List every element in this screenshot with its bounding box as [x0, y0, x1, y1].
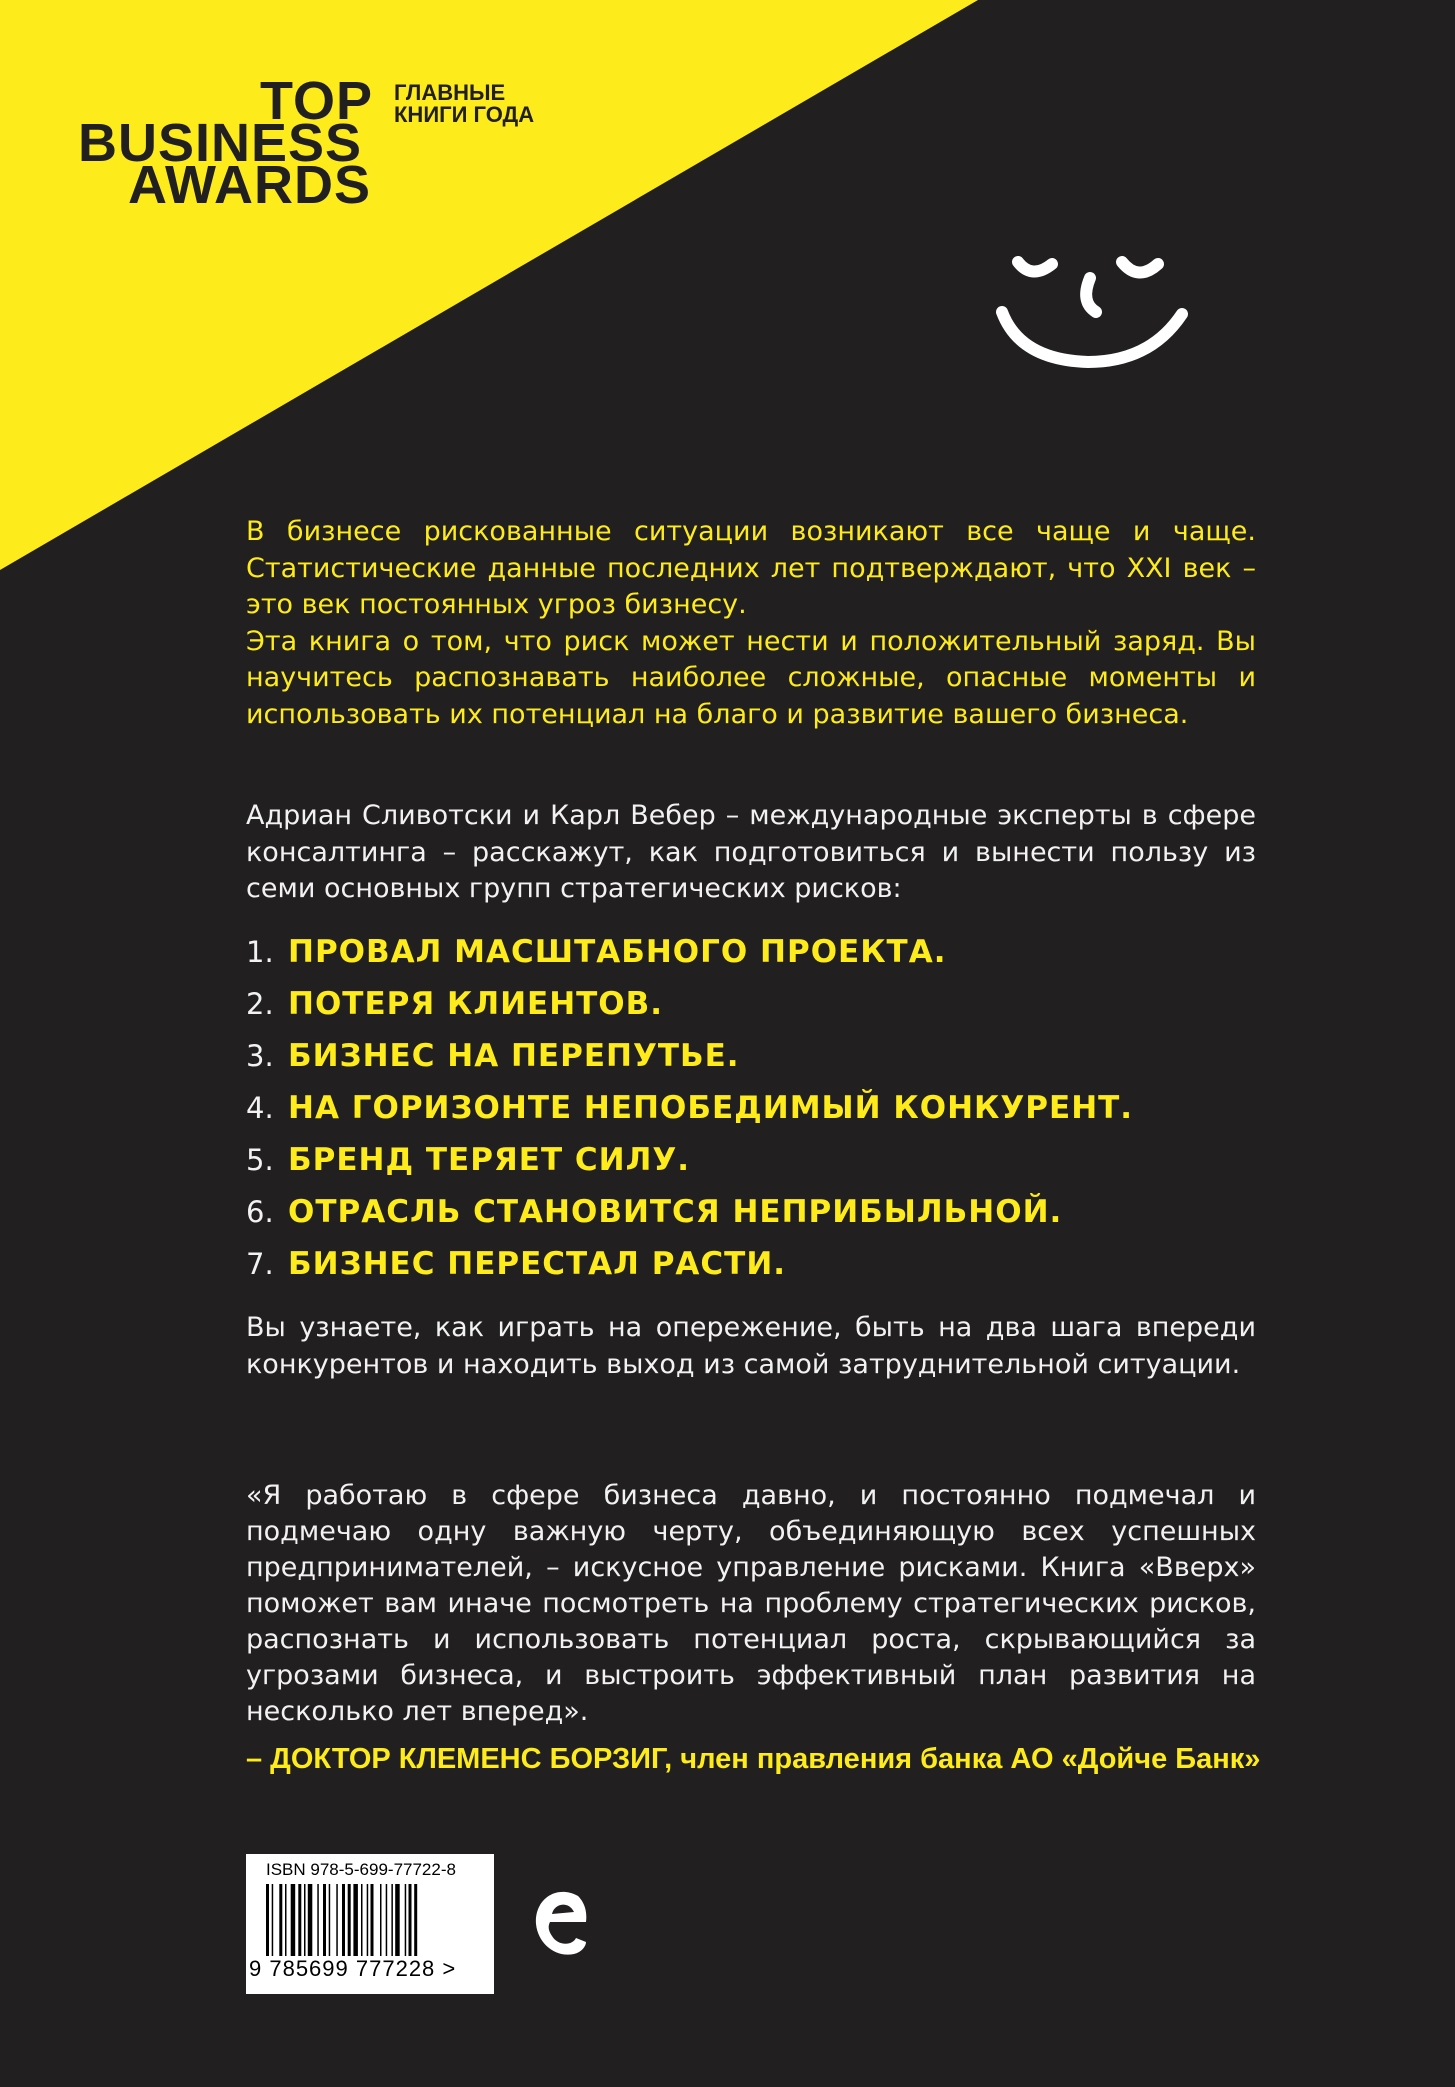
risk-list: [246, 926, 1296, 1290]
risk-number: 2.: [246, 987, 274, 1021]
isbn-barcode-block: [246, 1854, 494, 1994]
quote-attribution: – ДОКТОР КЛЕМЕНС БОРЗИГ, член правления банка АО «Дойче Банк»: [246, 1743, 1261, 1775]
award-line-business: BUSINESS: [78, 113, 363, 173]
risk-item: [246, 1238, 1296, 1290]
risk-item: [246, 1030, 1296, 1082]
award-line-awards: AWARDS: [128, 155, 372, 215]
intro-paragraph-2: Эта книга о том, что риск может нести и положительный заряд. Вы научитесь распознавать наиболее сложные, опасные моменты и использовать их потенциал на благо и развитие вашего бизнеса.: [246, 625, 1256, 730]
risk-number: 3.: [246, 1039, 274, 1073]
risk-item: [246, 1186, 1296, 1238]
award-line-top: TOP: [260, 71, 374, 131]
award-tagline-line1: ГЛАВНЫЕ: [394, 80, 506, 105]
risk-item: [246, 1134, 1296, 1186]
risk-number: 1.: [246, 935, 274, 969]
learn-paragraph: Вы узнаете, как играть на опережение, быть на два шага впереди конкурентов и находить выход из самой затруднительной ситуации.: [246, 1312, 1256, 1380]
risk-number: 7.: [246, 1247, 274, 1281]
risk-number: 6.: [246, 1195, 274, 1229]
authors-paragraph: Адриан Сливотски и Карл Вебер – международные эксперты в сфере консалтинга – расскажут, как подготовиться и вынести пользу из семи основных групп стратегических рисков:: [246, 800, 1256, 904]
intro-paragraph-1: В бизнесе рискованные ситуации возникают все чаще и чаще. Статистические данные последних лет подтверждают, что XXI век – это век постоянных угроз бизнесу.: [246, 516, 1256, 620]
risk-title: БРЕНД ТЕРЯЕТ СИЛУ.: [288, 1142, 691, 1178]
risk-number: 5.: [246, 1143, 274, 1177]
top-business-awards-logo: [78, 71, 535, 215]
risk-item: [246, 978, 1296, 1030]
publisher-logo-icon: [528, 1882, 592, 1966]
risk-title: БИЗНЕС НА ПЕРЕПУТЬЕ.: [288, 1038, 740, 1074]
award-tagline-line2: КНИГИ ГОДА: [394, 102, 535, 127]
risk-item: [246, 926, 1296, 978]
risk-number: 4.: [246, 1091, 274, 1125]
barcode-digits: 9 785699 777228 >: [246, 1956, 494, 1982]
risk-title: НА ГОРИЗОНТЕ НЕПОБЕДИМЫЙ КОНКУРЕНТ.: [288, 1090, 1134, 1126]
intro-text: [246, 514, 1256, 733]
risk-item: [246, 1082, 1296, 1134]
endorsement-quote: «Я работаю в сфере бизнеса давно, и постоянно подмечал и подмечаю одну важную черту, объединяющую всех успешных предпринимателей, – искусное управление рисками. Книга «Вверх» поможет вам иначе посмотреть на проблему стратегических рисков, распознать и использовать потенциал роста, скрывающийся за угрозами бизнеса, и выстроить эффективный план развития на несколько лет вперед».: [246, 1480, 1256, 1727]
risk-title: БИЗНЕС ПЕРЕСТАЛ РАСТИ.: [288, 1246, 787, 1282]
risk-title: ПРОВАЛ МАСШТАБНОГО ПРОЕКТА.: [288, 934, 947, 970]
smiley-face-icon: [990, 250, 1200, 380]
isbn-label: ISBN 978-5-699-77722-8: [266, 1860, 456, 1879]
risk-title: ОТРАСЛЬ СТАНОВИТСЯ НЕПРИБЫЛЬНОЙ.: [288, 1194, 1063, 1230]
award-tagline: [394, 82, 594, 126]
risk-title: ПОТЕРЯ КЛИЕНТОВ.: [288, 986, 664, 1022]
